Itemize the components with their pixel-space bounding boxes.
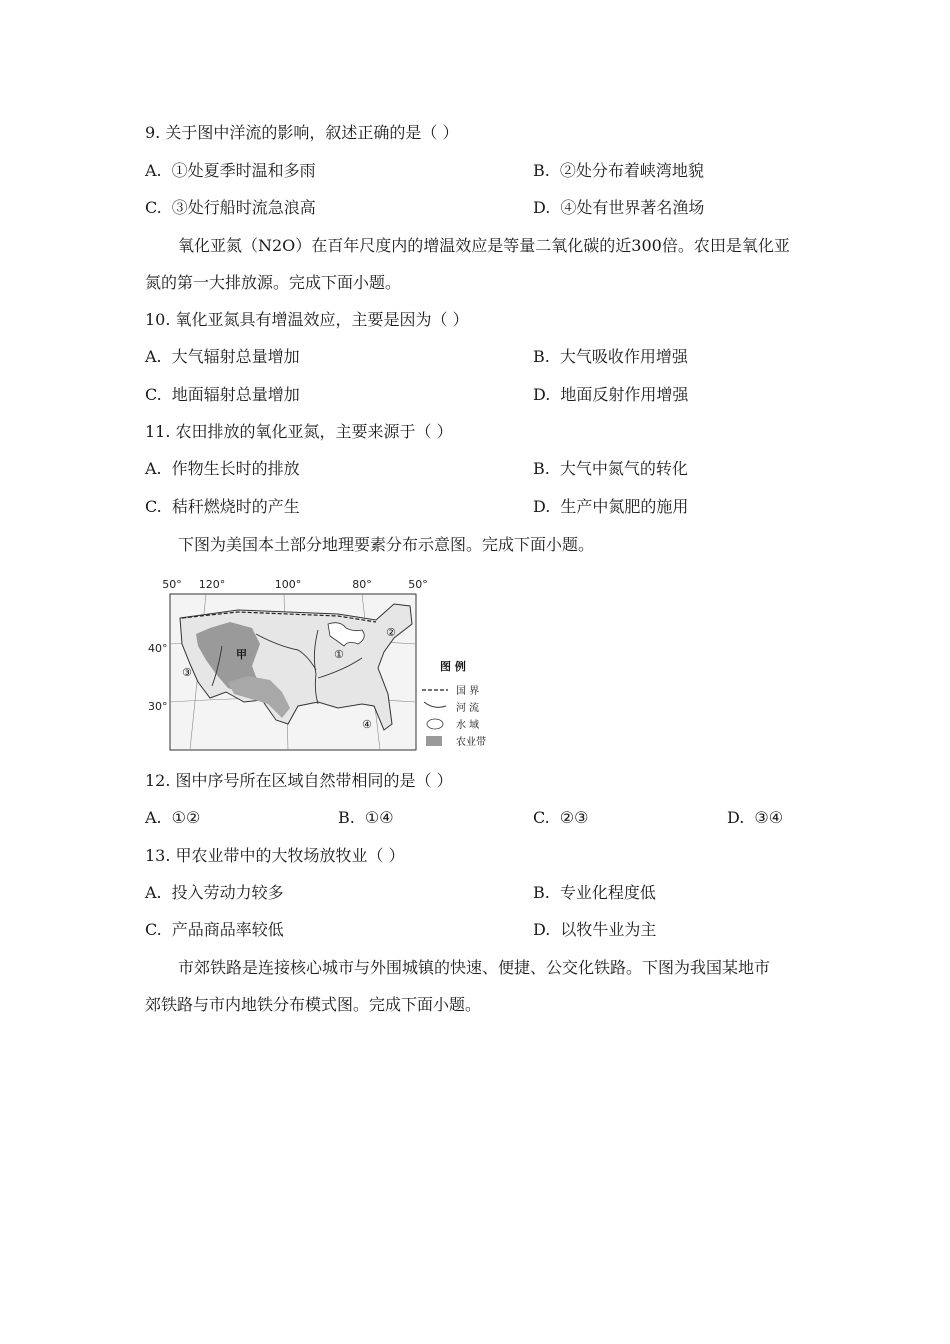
- option-text: ②③: [559, 808, 589, 827]
- option-text: ①处夏季时温和多雨: [171, 161, 316, 180]
- option-text: 产品商品率较低: [171, 920, 284, 939]
- q9-option-b[interactable]: [533, 160, 704, 182]
- option-letter: D.: [533, 385, 551, 404]
- q11-option-d[interactable]: [533, 496, 688, 518]
- option-letter: A.: [145, 459, 162, 478]
- option-letter: B.: [533, 347, 550, 366]
- lon-label-100w: 100°: [274, 578, 302, 591]
- option-text: ①④: [364, 808, 394, 827]
- option-text: ③④: [754, 808, 784, 827]
- option-text: 投入劳动力较多: [171, 883, 284, 902]
- option-text: 生产中氮肥的施用: [560, 497, 689, 516]
- q11-option-a[interactable]: [145, 458, 300, 480]
- option-letter: C.: [533, 808, 550, 827]
- q9-option-d[interactable]: [533, 197, 704, 219]
- lon-label-50w: 50°: [162, 578, 182, 591]
- lon-label-120w: 120°: [198, 578, 226, 591]
- marker-1: ①: [334, 648, 344, 661]
- option-text: 以牧牛业为主: [560, 920, 657, 939]
- legend-border-label: 国 界: [456, 686, 480, 697]
- q10-option-c[interactable]: [145, 384, 300, 406]
- legend-river-icon: [424, 702, 446, 707]
- q9-stem: 9. 关于图中洋流的影响，叙述正确的是（ ）: [145, 123, 459, 142]
- lon-label-80w: 80°: [352, 578, 372, 591]
- q10-option-d[interactable]: [533, 384, 688, 406]
- option-text: 大气中氮气的转化: [559, 459, 688, 478]
- intro-n2o-line2: 氮的第一大排放源。完成下面小题。: [145, 273, 402, 292]
- intro-usa: 下图为美国本土部分地理要素分布示意图。完成下面小题。: [178, 535, 595, 554]
- option-text: 地面辐射总量增加: [171, 385, 300, 404]
- q13-option-d[interactable]: [533, 919, 656, 941]
- intro-rail-line1: 市郊铁路是连接核心城市与外围城镇的快速、便捷、公交化铁路。下图为我国某地市: [178, 958, 771, 977]
- option-text: 作物生长时的排放: [171, 459, 300, 478]
- lat-label-40n: 40°: [148, 642, 168, 655]
- intro-rail-line2: 郊铁路与市内地铁分布模式图。完成下面小题。: [145, 995, 482, 1014]
- option-letter: B.: [533, 459, 550, 478]
- q13-option-c[interactable]: [145, 919, 284, 941]
- marker-4: ④: [362, 718, 372, 731]
- marker-2: ②: [386, 626, 396, 639]
- option-letter: A.: [145, 347, 162, 366]
- option-letter: A.: [145, 883, 162, 902]
- q13-option-a[interactable]: [145, 882, 284, 904]
- q12-option-d[interactable]: [727, 807, 783, 829]
- option-letter: B.: [533, 883, 550, 902]
- intro-n2o-line1: 氧化亚氮（N2O）在百年尺度内的增温效应是等量二氧化碳的近300倍。农田是氧化亚: [178, 236, 790, 255]
- usa-map-figure: [148, 574, 500, 754]
- option-letter: D.: [533, 920, 551, 939]
- option-letter: C.: [145, 198, 162, 217]
- q10-option-b[interactable]: [533, 346, 688, 368]
- option-text: 专业化程度低: [559, 883, 656, 902]
- option-text: 地面反射作用增强: [560, 385, 689, 404]
- option-letter: C.: [145, 920, 162, 939]
- marker-3: ③: [182, 666, 192, 679]
- q9-option-a[interactable]: [145, 160, 316, 182]
- q11-option-b[interactable]: [533, 458, 688, 480]
- option-letter: B.: [338, 808, 355, 827]
- option-text: ③处行船时流急浪高: [171, 198, 316, 217]
- option-letter: D.: [533, 497, 551, 516]
- q9-option-c[interactable]: [145, 197, 316, 219]
- lat-label-30n: 30°: [148, 700, 168, 713]
- region-label-jia: 甲: [236, 648, 247, 661]
- option-text: 大气辐射总量增加: [171, 347, 300, 366]
- option-letter: D.: [533, 198, 551, 217]
- option-text: ①②: [171, 808, 201, 827]
- option-letter: C.: [145, 497, 162, 516]
- option-text: 大气吸收作用增强: [559, 347, 688, 366]
- option-text: 秸秆燃烧时的产生: [171, 497, 300, 516]
- option-text: ④处有世界著名渔场: [560, 198, 705, 217]
- q11-stem: 11. 农田排放的氧化亚氮，主要来源于（ ）: [145, 422, 453, 441]
- q13-option-b[interactable]: [533, 882, 656, 904]
- q10-stem: 10. 氧化亚氮具有增温效应，主要是因为（ ）: [145, 310, 469, 329]
- option-letter: A.: [145, 808, 162, 827]
- legend-water-label: 水 域: [456, 720, 480, 731]
- legend-river-label: 河 流: [456, 703, 480, 714]
- legend-agri-label: 农业带: [456, 737, 486, 748]
- option-letter: B.: [533, 161, 550, 180]
- legend-water-icon: [427, 719, 443, 729]
- q10-option-a[interactable]: [145, 346, 300, 368]
- option-letter: D.: [727, 808, 745, 827]
- legend-title: 图 例: [440, 660, 466, 673]
- lon-label-50w-east: 50°: [408, 578, 428, 591]
- q12-option-a[interactable]: [145, 807, 200, 829]
- option-letter: A.: [145, 161, 162, 180]
- legend-agri-icon: [426, 736, 442, 746]
- q12-option-b[interactable]: [338, 807, 394, 829]
- q13-stem: 13. 甲农业带中的大牧场放牧业（ ）: [145, 846, 405, 865]
- q12-stem: 12. 图中序号所在区域自然带相同的是（ ）: [145, 771, 453, 790]
- q11-option-c[interactable]: [145, 496, 300, 518]
- option-letter: C.: [145, 385, 162, 404]
- q12-option-c[interactable]: [533, 807, 588, 829]
- option-text: ②处分布着峡湾地貌: [559, 161, 704, 180]
